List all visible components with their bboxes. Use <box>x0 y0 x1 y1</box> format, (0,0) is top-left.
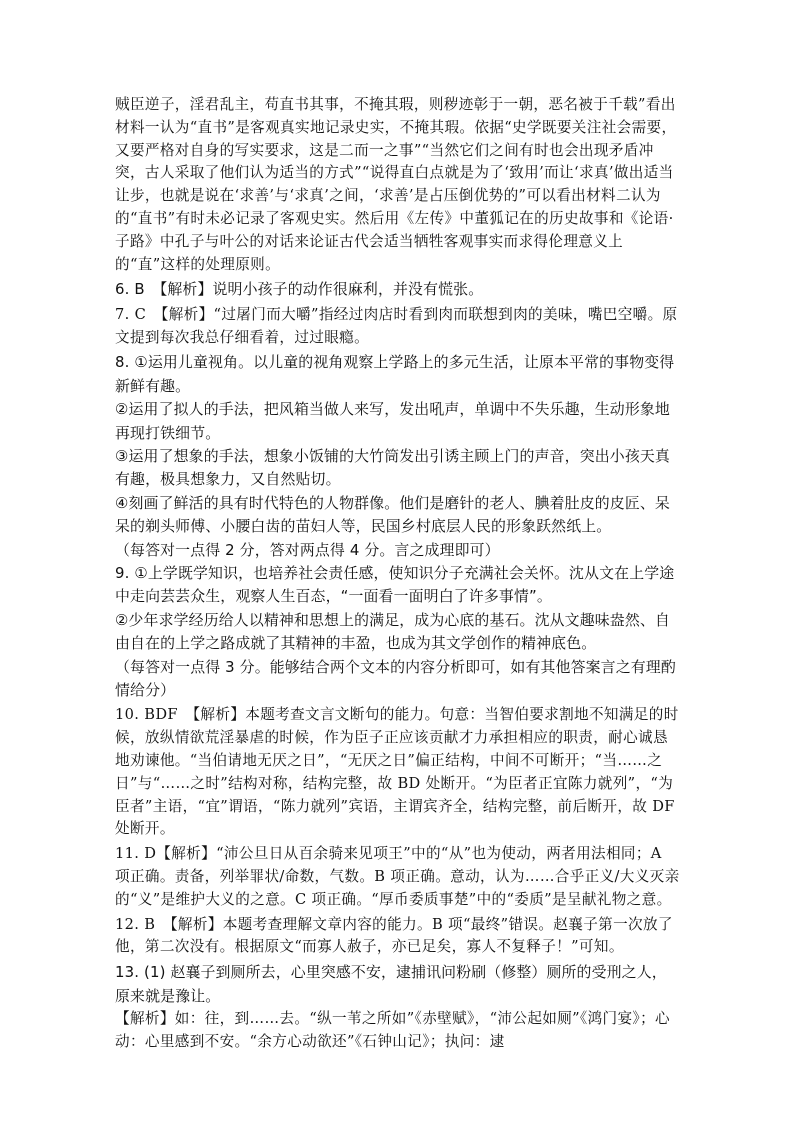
answer-q12: 12. B 【解析】本题考查理解文章内容的能力。B 项“最终”错误。赵襄子第一次放了他，第二次没有。根据原文“而寡人赦子，亦已足矣，寡人不复释子！”可知。 <box>115 915 673 956</box>
answer-q7: 7. C 【解析】“过屠门而大嚼”指经过肉店时看到肉而联想到肉的美味，嘴巴空嚼。原文提到每次我总仔细看着，过过眼瘾。 <box>115 305 678 346</box>
answer-q9-point2: ②少年求学经历给人以精神和思想上的满足，成为心底的基石。沈从文趣味盎然、自由自在的上学之路成就了其精神的丰盈，也成为其文学创作的精神底色。 <box>115 610 670 653</box>
answer-q8-point4: ④刻画了鲜活的具有时代特色的人物群像。他们是磨针的老人、腆着肚皮的皮匠、呆呆的剃头师傅、小腰白齿的苗妇人等，民国乡村底层人民的形象跃然纸上。 <box>115 493 670 536</box>
answer-q11: 11. D【解析】“沛公旦日从百余骑来见项王”中的“从”也为使动，两者用法相同；A 项正确。责备，列举罪状/命数，气数。B 项正确。意动，认为……合乎正义/大义灭亲的“义”是维护大义的之意。C 项正确。“厚币委质事楚”中的“委质”是呈献礼物之意。 <box>115 845 680 908</box>
answer-q8-point2: ②运用了拟人的手法，把风箱当做人来写，发出吼声，单调中不失乐趣，生动形象地再现打铁细节。 <box>115 400 670 442</box>
answer-q13-analysis: 【解析】如：往，到……去。“纵一苇之所如”《赤壁赋》，“沛公起如厕”《鸿门宴》；心动：心里感到不安。“余方心动欲还”《石钟山记》；执问：逮 <box>115 1010 670 1050</box>
answer-q8-point3: ③运用了想象的手法，想象小饭铺的大竹筒发出引诱主顾上门的声音，突出小孩天真有趣，极具想象力，又自然贴切。 <box>115 447 670 489</box>
document-page <box>115 94 680 1054</box>
answer-q9-scoring: （每答对一点得 3 分。能够结合两个文本的内容分析即可，如有其他答案言之有理酌情给分） <box>115 657 676 700</box>
answer-q6: 6. B 【解析】说明小孩子的动作很麻利，并没有慌张。 <box>115 280 484 299</box>
answer-q13-translation: 13. (1) 赵襄子到厕所去，心里突感不安，逮捕讯问粉刷（修整）厕所的受刑之人，原来就是豫让。 <box>115 963 667 1005</box>
answer-q8-point1: 8. ①运用儿童视角。以儿童的视角观察上学路上的多元生活，让原本平常的事物变得新鲜有趣。 <box>115 353 675 395</box>
answer-q10: 10. BDF 【解析】本题考查文言文断句的能力。句意：当智伯要求割地不知满足的时候，放纵情欲荒淫暴虐的时候，作为臣子正应该贡献才力承担相应的职责，耐心诚恳地劝谏他。“当伯请地无厌之日”，“无厌之日”偏正结构，中间不可断开；“当……之日”与“……之时”结构对称，结构完整，故 BD 处断开。“为臣者正宜陈力就列”，“为臣者”主语，“宜”谓语，“陈力就列”宾语，主谓宾齐全，结构完整，前后断开，故 DF 处断开。 <box>115 706 679 838</box>
answer-paragraph-q5-continued: 贼臣逆子，淫君乱主，苟直书其事，不掩其瑕，则秽迹彰于一朝，恶名被于千载”看出材料一认为“直书”是客观真实地记录史实，不掩其瑕。依据“史学既要关注社会需要，又要严格对自身的写实要求，这是二而一之事”“当然它们之间有时也会出现矛盾冲突，古人采取了他们认为适当的方式”“说得直白点就是为了‘致用’而让‘求真’做出适当让步，也就是说在‘求善’与‘求真’之间，‘求善’是占压倒优势的”可以看出材料二认为的“直书”有时未必记录了客观史实。然后用《左传》中董狐记在的历史故事和《论语·子路》中孔子与叶公的对话来论证古代会适当牺牲客观事实而求得伦理意义上的“直”这样的处理原则。 <box>115 96 677 273</box>
answer-q8-scoring: （每答对一点得 2 分，答对两点得 4 分。言之成理即可） <box>115 540 500 559</box>
answer-q9-point1: 9. ①上学既学知识，也培养社会责任感，使知识分子充满社会关怀。沈从文在上学途中走向芸芸众生，观察人生百态，“一面看一面明白了许多事情”。 <box>115 564 675 606</box>
